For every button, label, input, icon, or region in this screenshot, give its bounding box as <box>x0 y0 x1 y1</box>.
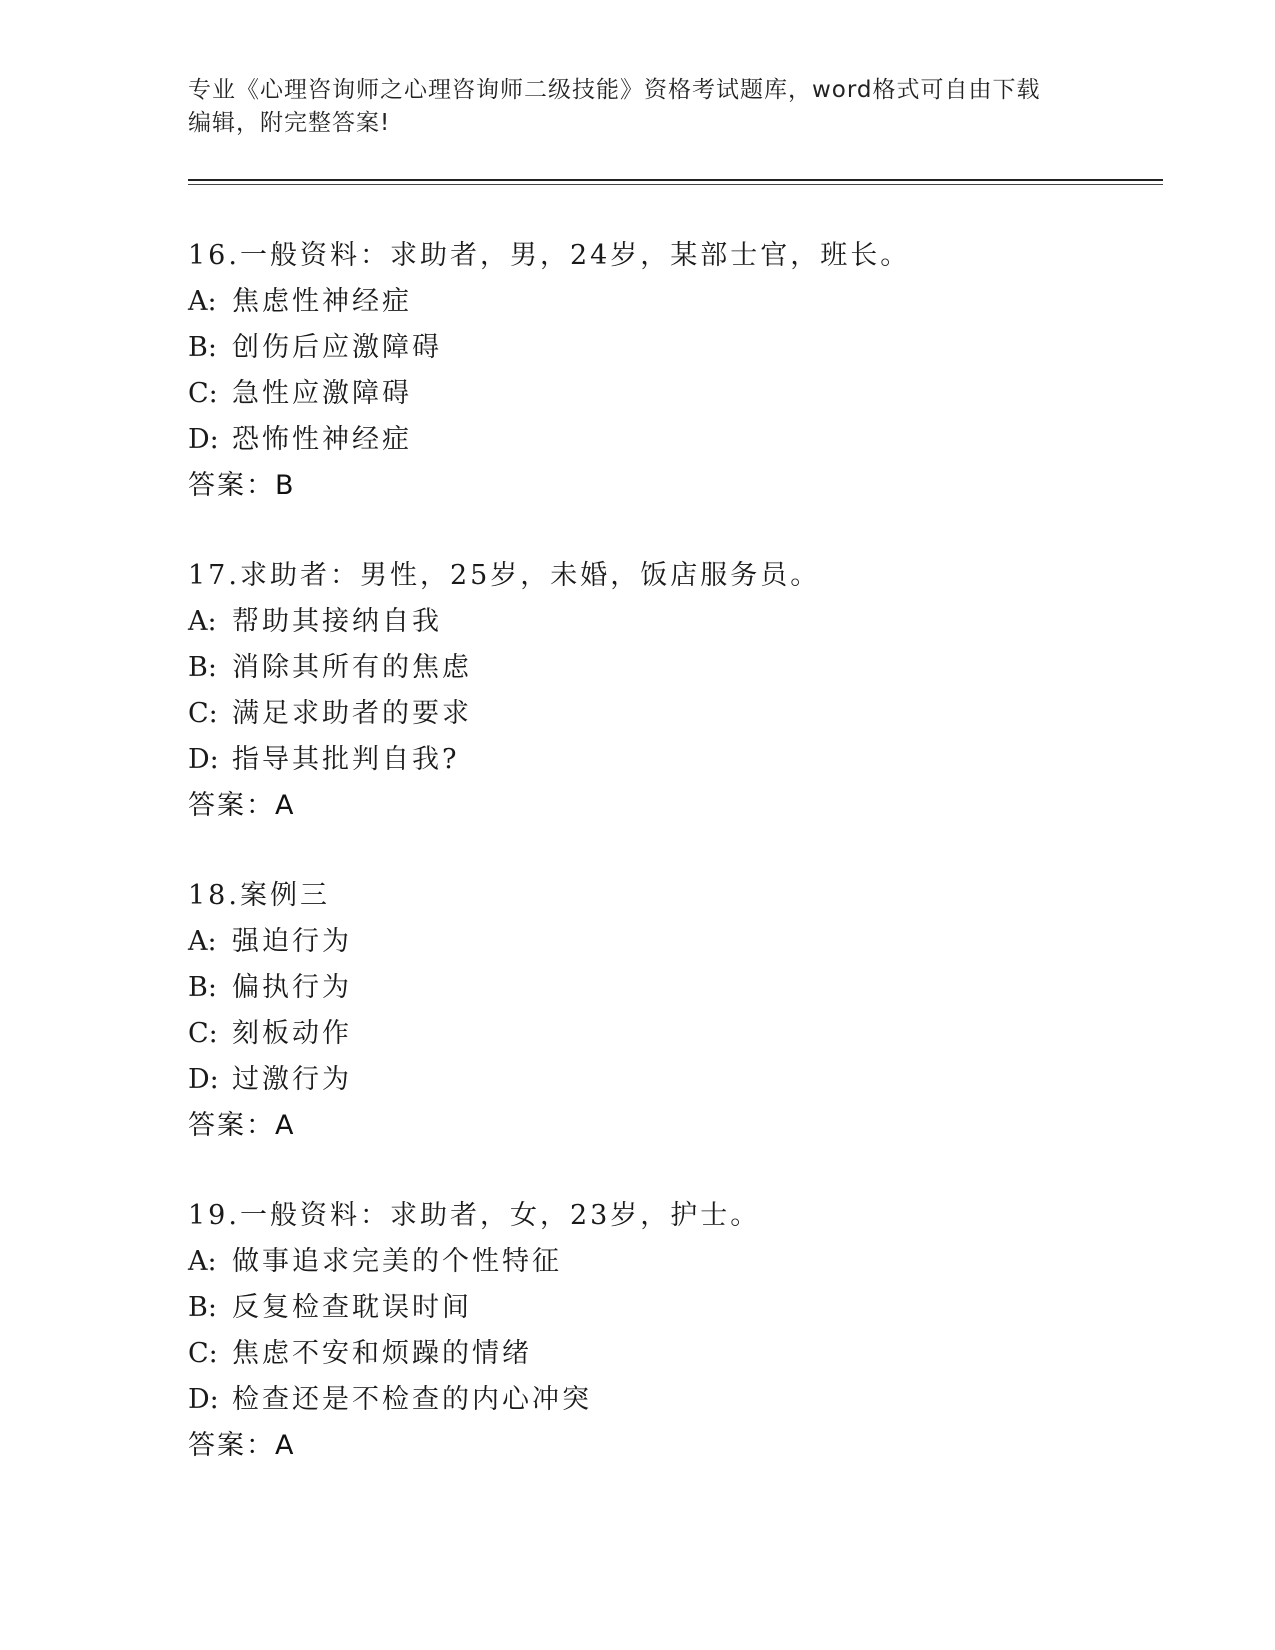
answer-line: 答案：B <box>188 470 296 501</box>
question-16 <box>188 233 1138 509</box>
option-text: 刻板动作 <box>232 1018 352 1049</box>
header-divider-thin <box>188 184 1163 185</box>
option-key: C: <box>188 1338 218 1369</box>
option-key: B: <box>188 652 217 683</box>
option-key: A: <box>188 286 217 317</box>
option-text: 偏执行为 <box>232 972 352 1003</box>
option-text: 过激行为 <box>232 1064 352 1095</box>
header-line-2: 编辑，附完整答案! <box>188 110 391 136</box>
option-c <box>188 1331 1138 1377</box>
option-a <box>188 1239 1138 1285</box>
option-key: B: <box>188 972 217 1003</box>
option-key: C: <box>188 698 218 729</box>
option-text: 急性应激障碍 <box>232 378 412 409</box>
option-key: A: <box>188 926 217 957</box>
question-stem: 19.一般资料：求助者，女，23岁，护士。 <box>188 1200 761 1231</box>
answer-line: 答案：A <box>188 1430 296 1461</box>
option-key: D: <box>188 424 219 455</box>
option-text: 满足求助者的要求 <box>232 698 472 729</box>
answer-line: 答案：A <box>188 790 296 821</box>
option-text: 焦虑性神经症 <box>232 286 412 317</box>
option-key: B: <box>188 332 217 363</box>
option-d <box>188 1377 1138 1423</box>
option-c <box>188 1011 1138 1057</box>
option-b <box>188 965 1138 1011</box>
option-d <box>188 417 1138 463</box>
option-d <box>188 737 1138 783</box>
option-c <box>188 371 1138 417</box>
option-a <box>188 919 1138 965</box>
option-key: B: <box>188 1292 217 1323</box>
option-b <box>188 1285 1138 1331</box>
option-text: 消除其所有的焦虑 <box>232 652 472 683</box>
option-text: 检查还是不检查的内心冲突 <box>232 1384 592 1415</box>
option-text: 做事追求完美的个性特征 <box>232 1246 562 1277</box>
option-key: A: <box>188 1246 217 1277</box>
option-key: A: <box>188 606 217 637</box>
document-header <box>188 74 1088 140</box>
question-stem: 18.案例三 <box>188 880 330 911</box>
question-stem: 16.一般资料：求助者，男，24岁，某部士官，班长。 <box>188 240 911 271</box>
option-a <box>188 599 1138 645</box>
option-key: D: <box>188 1384 219 1415</box>
option-text: 焦虑不安和烦躁的情绪 <box>232 1338 532 1369</box>
header-divider <box>188 179 1163 181</box>
option-c <box>188 691 1138 737</box>
option-text: 指导其批判自我? <box>232 744 460 775</box>
header-line-1: 专业《心理咨询师之心理咨询师二级技能》资格考试题库，word格式可自由下载 <box>188 77 1041 103</box>
answer-line: 答案：A <box>188 1110 296 1141</box>
option-key: C: <box>188 378 218 409</box>
option-text: 反复检查耽误时间 <box>232 1292 472 1323</box>
option-text: 恐怖性神经症 <box>232 424 412 455</box>
option-d <box>188 1057 1138 1103</box>
option-key: D: <box>188 1064 219 1095</box>
question-17 <box>188 553 1138 829</box>
question-19 <box>188 1193 1138 1469</box>
question-stem: 17.求助者：男性，25岁，未婚，饭店服务员。 <box>188 560 821 591</box>
option-b <box>188 645 1138 691</box>
option-key: D: <box>188 744 219 775</box>
option-key: C: <box>188 1018 218 1049</box>
option-text: 帮助其接纳自我 <box>232 606 442 637</box>
option-text: 创伤后应激障碍 <box>232 332 442 363</box>
question-18 <box>188 873 1138 1149</box>
option-b <box>188 325 1138 371</box>
option-text: 强迫行为 <box>232 926 352 957</box>
option-a <box>188 279 1138 325</box>
